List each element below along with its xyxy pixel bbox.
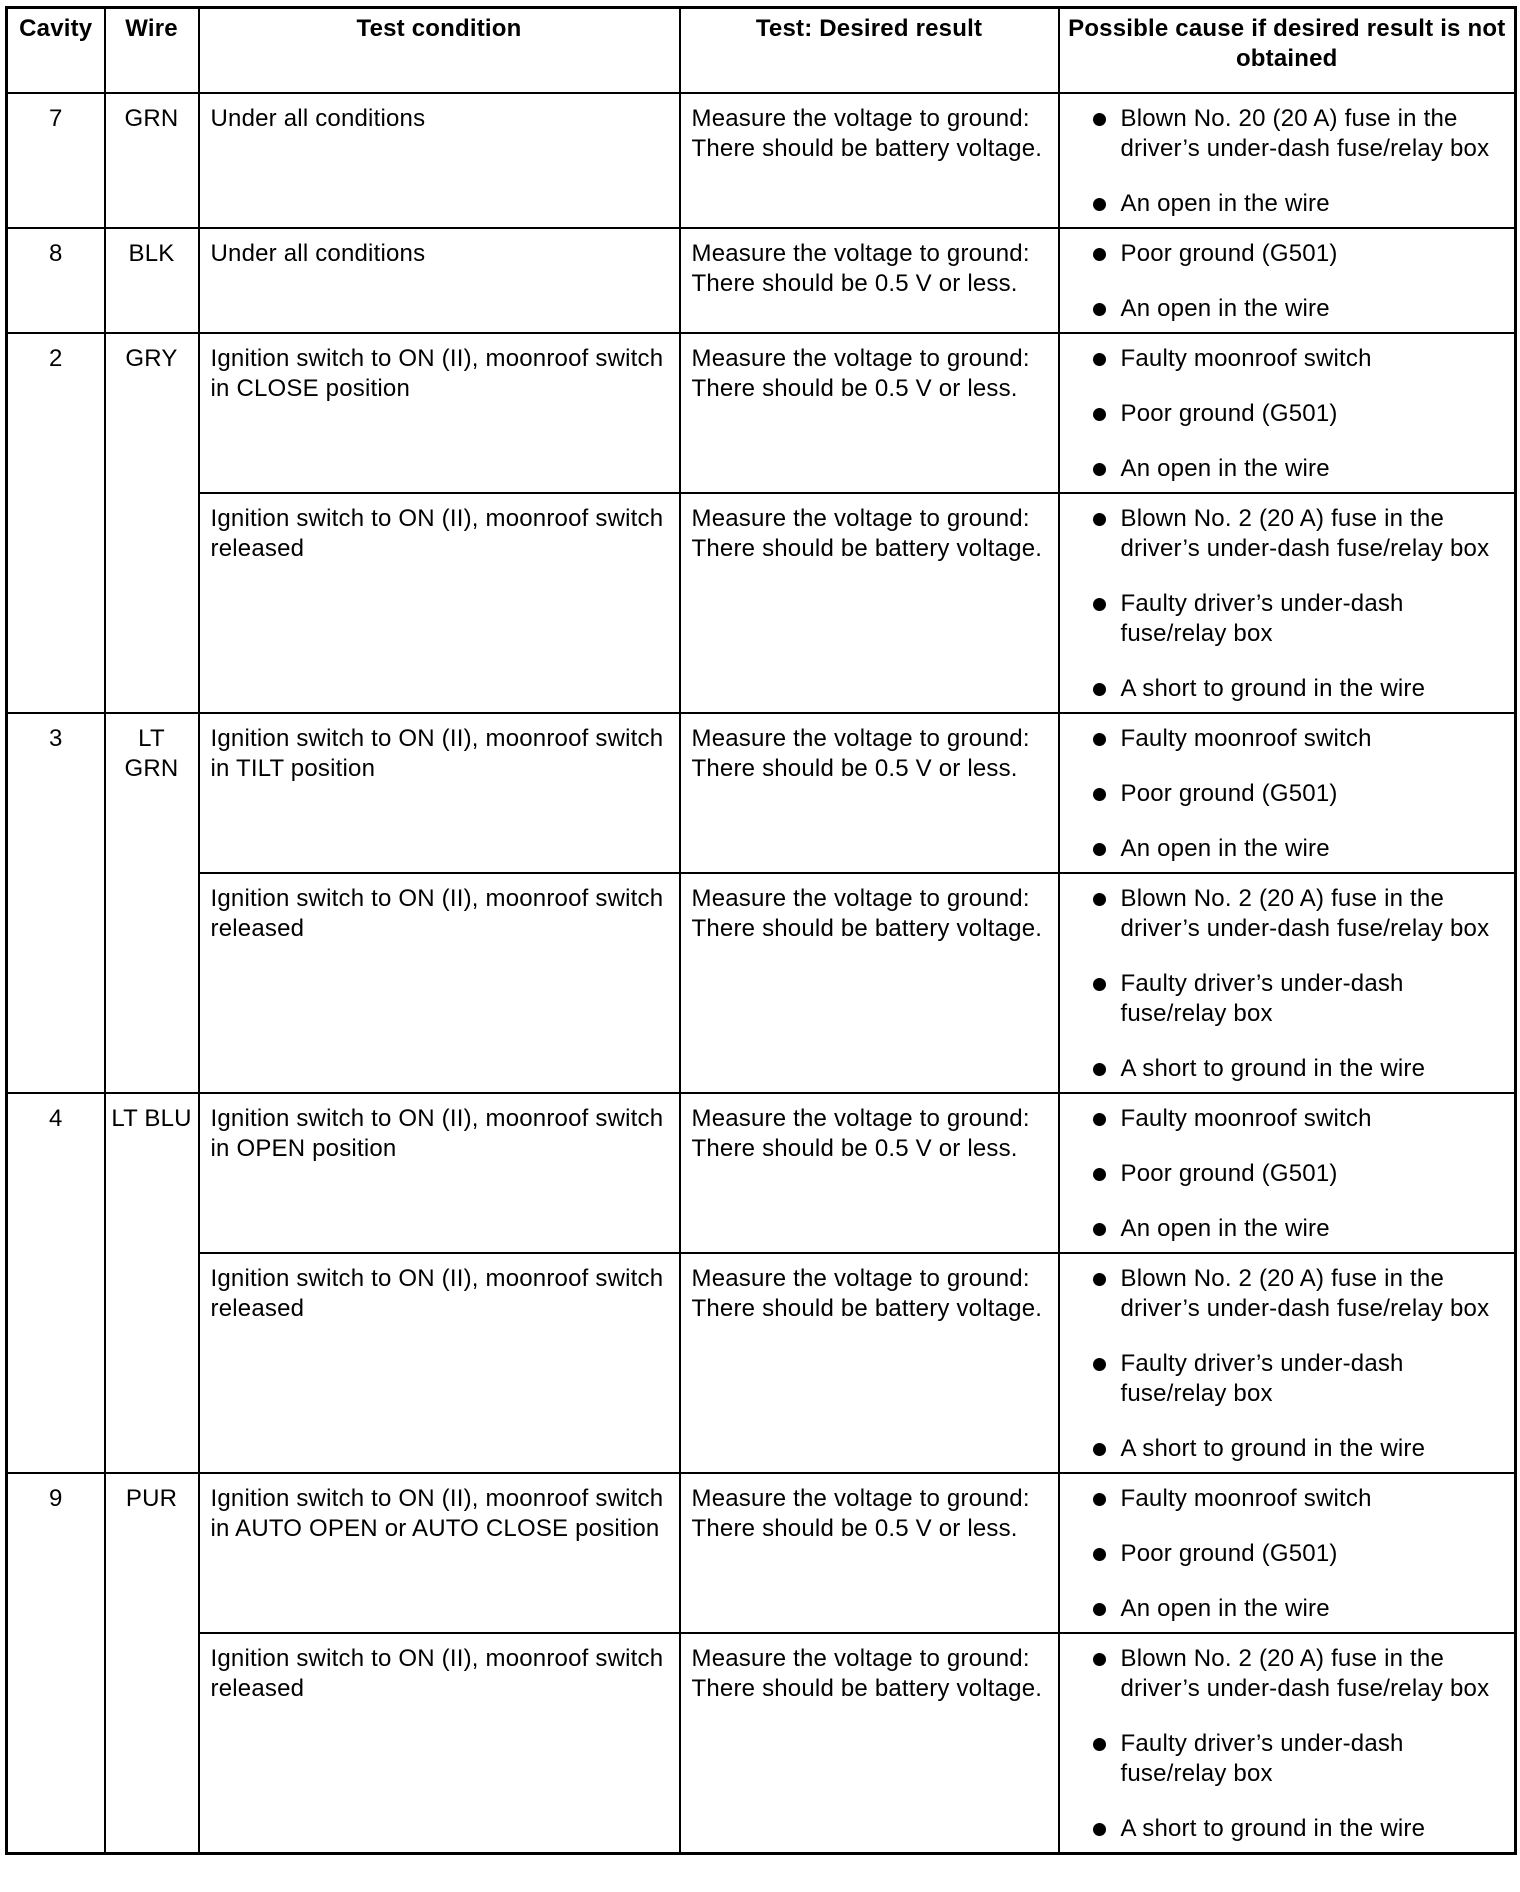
- wire-cell: BLK: [105, 228, 199, 333]
- cause-list: [1071, 344, 1505, 484]
- cause-item: [1071, 1539, 1505, 1569]
- desired-result-cell: Measure the voltage to ground: There should be battery voltage.: [680, 873, 1059, 1093]
- cavity-cell: 4: [7, 1093, 105, 1473]
- cause-text: An open in the wire: [1120, 190, 1330, 217]
- cause-list: [1071, 724, 1505, 864]
- test-condition-cell: Ignition switch to ON (II), moonroof switch released: [199, 873, 680, 1093]
- cause-text: Faulty driver’s under-dash fuse/relay box: [1120, 1350, 1404, 1407]
- cause-list: [1071, 239, 1505, 324]
- possible-cause-cell: [1059, 873, 1516, 1093]
- cause-list: [1071, 504, 1505, 704]
- cause-item: [1071, 399, 1505, 429]
- possible-cause-cell: [1059, 1093, 1516, 1253]
- desired-result-cell: Measure the voltage to ground: There should be battery voltage.: [680, 493, 1059, 713]
- cause-text: A short to ground in the wire: [1120, 1055, 1426, 1082]
- test-condition-cell: Under all conditions: [199, 93, 680, 228]
- connector-test-table: [5, 6, 1517, 1855]
- test-condition-cell: Ignition switch to ON (II), moonroof switch released: [199, 1253, 680, 1473]
- cause-list: [1071, 1264, 1505, 1464]
- cause-item: [1071, 1644, 1505, 1704]
- bullet-icon: [1093, 683, 1106, 696]
- cause-item: [1071, 1214, 1505, 1244]
- bullet-icon: [1093, 1493, 1106, 1506]
- bullet-icon: [1093, 1443, 1106, 1456]
- cause-item: [1071, 104, 1505, 164]
- bullet-icon: [1093, 248, 1106, 261]
- header-test-condition: Test condition: [199, 8, 680, 94]
- test-condition-cell: Ignition switch to ON (II), moonroof switch in AUTO OPEN or AUTO CLOSE position: [199, 1473, 680, 1633]
- bullet-icon: [1093, 788, 1106, 801]
- bullet-icon: [1093, 513, 1106, 526]
- bullet-icon: [1093, 1168, 1106, 1181]
- cause-item: [1071, 1434, 1505, 1464]
- bullet-icon: [1093, 1223, 1106, 1236]
- cause-item: [1071, 1729, 1505, 1789]
- wire-cell: LT GRN: [105, 713, 199, 1093]
- cause-text: An open in the wire: [1120, 295, 1330, 322]
- cause-item: [1071, 504, 1505, 564]
- cavity-cell: 7: [7, 93, 105, 228]
- bullet-icon: [1093, 1273, 1106, 1286]
- cause-item: [1071, 674, 1505, 704]
- cause-item: [1071, 834, 1505, 864]
- cause-text: A short to ground in the wire: [1120, 675, 1426, 702]
- cavity-cell: 9: [7, 1473, 105, 1854]
- desired-result-cell: Measure the voltage to ground: There should be battery voltage.: [680, 1253, 1059, 1473]
- cause-item: [1071, 1054, 1505, 1084]
- cause-text: Poor ground (G501): [1120, 780, 1338, 807]
- table-row: [7, 1633, 1516, 1854]
- cause-text: Blown No. 2 (20 A) fuse in the driver’s under-dash fuse/relay box: [1120, 505, 1490, 562]
- cause-text: Faulty moonroof switch: [1120, 1105, 1372, 1132]
- desired-result-cell: Measure the voltage to ground: There should be 0.5 V or less.: [680, 1473, 1059, 1633]
- cause-item: [1071, 294, 1505, 324]
- bullet-icon: [1093, 113, 1106, 126]
- cause-item: [1071, 1264, 1505, 1324]
- cause-item: [1071, 1349, 1505, 1409]
- cause-text: An open in the wire: [1120, 1215, 1330, 1242]
- cause-item: [1071, 1594, 1505, 1624]
- possible-cause-cell: [1059, 1633, 1516, 1854]
- header-desired-result: Test: Desired result: [680, 8, 1059, 94]
- test-condition-cell: Ignition switch to ON (II), moonroof switch in OPEN position: [199, 1093, 680, 1253]
- bullet-icon: [1093, 978, 1106, 991]
- bullet-icon: [1093, 1603, 1106, 1616]
- bullet-icon: [1093, 303, 1106, 316]
- table-row: [7, 873, 1516, 1093]
- cause-item: [1071, 344, 1505, 374]
- cause-item: [1071, 724, 1505, 754]
- wire-cell: GRY: [105, 333, 199, 713]
- cause-item: [1071, 1814, 1505, 1844]
- cause-list: [1071, 1484, 1505, 1624]
- cause-text: Blown No. 20 (20 A) fuse in the driver’s under-dash fuse/relay box: [1120, 105, 1490, 162]
- cavity-cell: 3: [7, 713, 105, 1093]
- cause-text: Faulty moonroof switch: [1120, 725, 1372, 752]
- cause-item: [1071, 239, 1505, 269]
- desired-result-cell: Measure the voltage to ground: There should be 0.5 V or less.: [680, 333, 1059, 493]
- cause-text: A short to ground in the wire: [1120, 1435, 1426, 1462]
- possible-cause-cell: [1059, 93, 1516, 228]
- table-row: [7, 1253, 1516, 1473]
- bullet-icon: [1093, 1063, 1106, 1076]
- desired-result-cell: Measure the voltage to ground: There should be 0.5 V or less.: [680, 1093, 1059, 1253]
- bullet-icon: [1093, 1823, 1106, 1836]
- bullet-icon: [1093, 1548, 1106, 1561]
- bullet-icon: [1093, 353, 1106, 366]
- table-row: [7, 93, 1516, 228]
- cavity-cell: 8: [7, 228, 105, 333]
- cause-text: An open in the wire: [1120, 835, 1330, 862]
- possible-cause-cell: [1059, 228, 1516, 333]
- wire-cell: LT BLU: [105, 1093, 199, 1473]
- bullet-icon: [1093, 408, 1106, 421]
- table-row: [7, 228, 1516, 333]
- desired-result-cell: Measure the voltage to ground: There should be battery voltage.: [680, 93, 1059, 228]
- header-possible-cause: Possible cause if desired result is not obtained: [1059, 8, 1516, 94]
- header-cavity: Cavity: [7, 8, 105, 94]
- bullet-icon: [1093, 1113, 1106, 1126]
- test-condition-cell: Under all conditions: [199, 228, 680, 333]
- wire-cell: PUR: [105, 1473, 199, 1854]
- possible-cause-cell: [1059, 1253, 1516, 1473]
- cause-text: A short to ground in the wire: [1120, 1815, 1426, 1842]
- possible-cause-cell: [1059, 333, 1516, 493]
- cause-item: [1071, 779, 1505, 809]
- bullet-icon: [1093, 843, 1106, 856]
- bullet-icon: [1093, 463, 1106, 476]
- desired-result-cell: Measure the voltage to ground: There should be 0.5 V or less.: [680, 228, 1059, 333]
- cause-text: Faulty driver’s under-dash fuse/relay box: [1120, 590, 1404, 647]
- cause-item: [1071, 1159, 1505, 1189]
- cause-text: Poor ground (G501): [1120, 400, 1338, 427]
- cause-text: Faulty driver’s under-dash fuse/relay box: [1120, 970, 1404, 1027]
- header-row: [7, 8, 1516, 94]
- cause-list: [1071, 104, 1505, 219]
- bullet-icon: [1093, 1653, 1106, 1666]
- cause-item: [1071, 189, 1505, 219]
- bullet-icon: [1093, 893, 1106, 906]
- test-condition-cell: Ignition switch to ON (II), moonroof switch released: [199, 1633, 680, 1854]
- cause-text: Poor ground (G501): [1120, 240, 1338, 267]
- cause-item: [1071, 454, 1505, 484]
- bullet-icon: [1093, 1358, 1106, 1371]
- possible-cause-cell: [1059, 493, 1516, 713]
- cause-text: Faulty moonroof switch: [1120, 1485, 1372, 1512]
- test-condition-cell: Ignition switch to ON (II), moonroof switch released: [199, 493, 680, 713]
- cause-text: Blown No. 2 (20 A) fuse in the driver’s under-dash fuse/relay box: [1120, 1645, 1490, 1702]
- cause-item: [1071, 1484, 1505, 1514]
- cause-text: Faulty moonroof switch: [1120, 345, 1372, 372]
- header-wire: Wire: [105, 8, 199, 94]
- bullet-icon: [1093, 1738, 1106, 1751]
- cause-text: An open in the wire: [1120, 1595, 1330, 1622]
- desired-result-cell: Measure the voltage to ground: There should be 0.5 V or less.: [680, 713, 1059, 873]
- possible-cause-cell: [1059, 1473, 1516, 1633]
- table-row: [7, 1093, 1516, 1253]
- cause-text: Blown No. 2 (20 A) fuse in the driver’s under-dash fuse/relay box: [1120, 885, 1490, 942]
- table-row: [7, 493, 1516, 713]
- desired-result-cell: Measure the voltage to ground: There should be battery voltage.: [680, 1633, 1059, 1854]
- table-row: [7, 333, 1516, 493]
- cause-item: [1071, 884, 1505, 944]
- table-row: [7, 713, 1516, 873]
- test-condition-cell: Ignition switch to ON (II), moonroof switch in TILT position: [199, 713, 680, 873]
- possible-cause-cell: [1059, 713, 1516, 873]
- cause-text: An open in the wire: [1120, 455, 1330, 482]
- cause-list: [1071, 1644, 1505, 1844]
- cause-list: [1071, 1104, 1505, 1244]
- table-body: [7, 93, 1516, 1854]
- cause-list: [1071, 884, 1505, 1084]
- bullet-icon: [1093, 598, 1106, 611]
- wire-cell: GRN: [105, 93, 199, 228]
- cause-text: Blown No. 2 (20 A) fuse in the driver’s under-dash fuse/relay box: [1120, 1265, 1490, 1322]
- table-row: [7, 1473, 1516, 1633]
- cause-item: [1071, 1104, 1505, 1134]
- cause-item: [1071, 589, 1505, 649]
- cavity-cell: 2: [7, 333, 105, 713]
- bullet-icon: [1093, 198, 1106, 211]
- cause-text: Poor ground (G501): [1120, 1160, 1338, 1187]
- bullet-icon: [1093, 733, 1106, 746]
- test-condition-cell: Ignition switch to ON (II), moonroof switch in CLOSE position: [199, 333, 680, 493]
- cause-text: Faulty driver’s under-dash fuse/relay box: [1120, 1730, 1404, 1787]
- cause-text: Poor ground (G501): [1120, 1540, 1338, 1567]
- cause-item: [1071, 969, 1505, 1029]
